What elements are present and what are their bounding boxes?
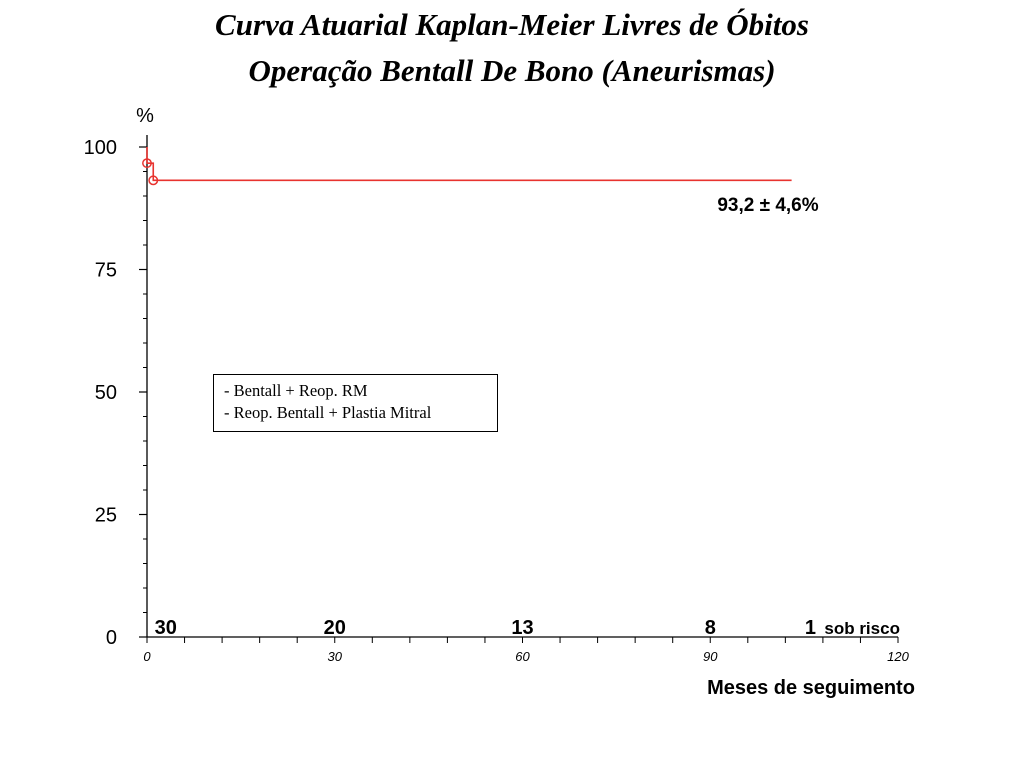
notes-box bbox=[213, 374, 498, 432]
y-tick-label: 0 bbox=[105, 627, 117, 649]
km-curve bbox=[147, 147, 792, 180]
y-tick-label: 75 bbox=[94, 259, 117, 282]
at-risk-count: 1 bbox=[804, 617, 816, 639]
x-tick-label: 60 bbox=[515, 649, 530, 664]
at-risk-label: sob risco bbox=[824, 619, 900, 638]
y-tick-label: 100 bbox=[83, 137, 117, 159]
x-tick-label: 90 bbox=[703, 649, 718, 664]
x-tick-label: 30 bbox=[327, 649, 342, 664]
y-axis-label: % bbox=[136, 105, 154, 127]
at-risk-count: 8 bbox=[704, 617, 716, 639]
y-tick-label: 50 bbox=[94, 382, 117, 404]
chart-title-line1: Curva Atuarial Kaplan-Meier Livres de Óbitos bbox=[215, 7, 809, 42]
at-risk-count: 20 bbox=[323, 617, 346, 639]
x-tick-label: 0 bbox=[143, 649, 151, 664]
y-tick-label: 25 bbox=[94, 504, 117, 527]
at-risk-count: 30 bbox=[154, 617, 177, 639]
final-estimate-label: 93,2 ± 4,6% bbox=[717, 195, 819, 216]
x-tick-label: 120 bbox=[887, 649, 909, 664]
x-axis-label: Meses de seguimento bbox=[707, 677, 915, 699]
chart-title-line2: Operação Bentall De Bono (Aneurismas) bbox=[248, 53, 776, 88]
note-line-2: - Reop. Bentall + Plastia Mitral bbox=[224, 403, 432, 422]
at-risk-count: 13 bbox=[511, 617, 534, 639]
note-line-1: - Bentall + Reop. RM bbox=[224, 381, 368, 400]
